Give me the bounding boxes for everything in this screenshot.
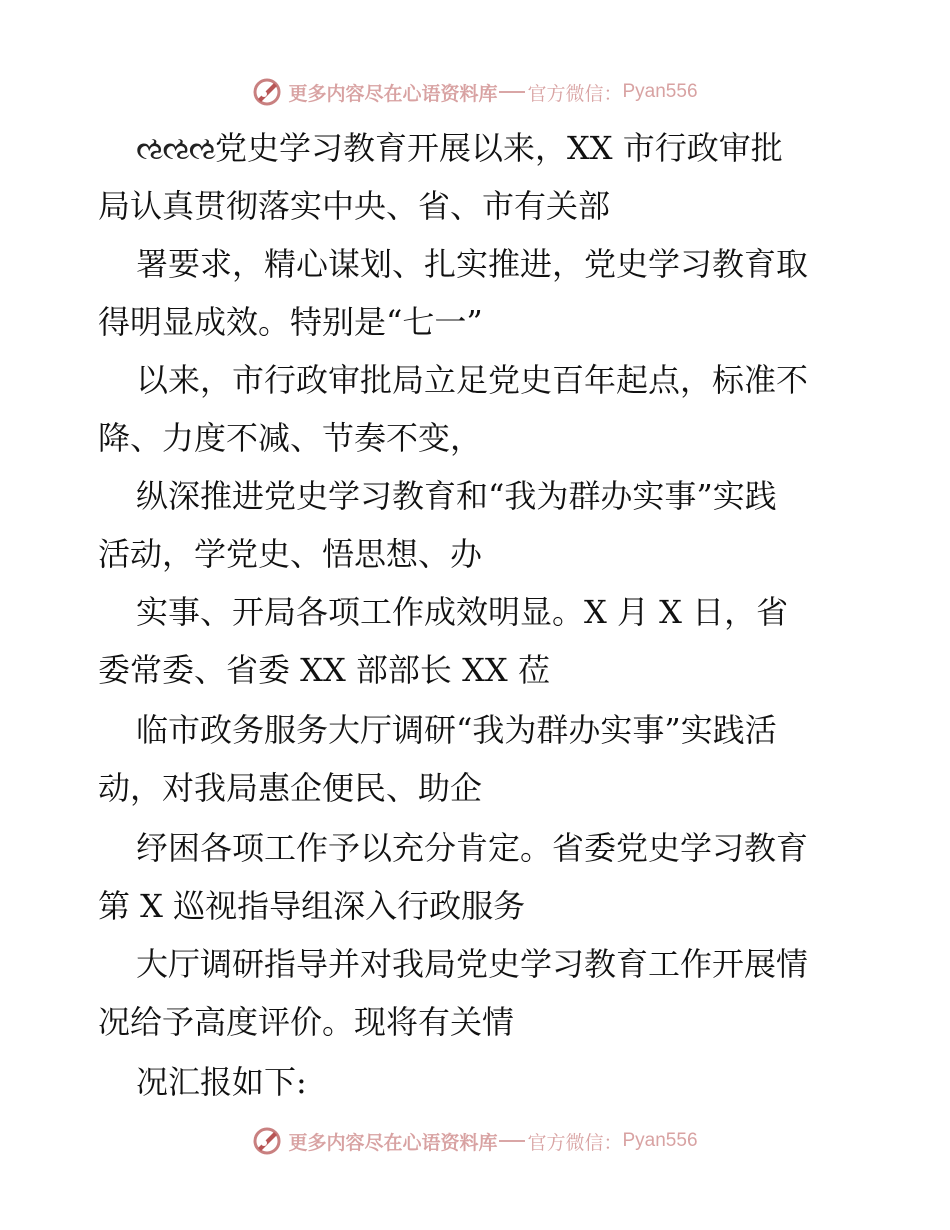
paragraph-line: 委常委、省委 XX 部部长 XX 莅 [98, 651, 550, 689]
watermark-text: 更多内容尽在心语资料库 [288, 82, 498, 105]
paragraph-line: 况给予高度评价。现将有关情 [98, 1003, 515, 1041]
watermark-wechat-label: 官方微信： [527, 82, 623, 105]
watermark-header [0, 72, 950, 112]
paragraph-line: 活动，学党史、悟思想、办 [98, 535, 483, 573]
watermark-dash [499, 1140, 525, 1142]
paragraph-line: 署要求，精心谋划、扎实推进，党史学习教育取 [136, 245, 809, 283]
paragraph-line: 临市政务服务大厅调研“我为群办实事”实践活 [136, 711, 777, 749]
paragraph-line: 实事、开局各项工作成效明显。X 月 X 日，省 [136, 593, 789, 631]
watermark-footer [0, 1121, 950, 1161]
watermark-wechat-id: Pyan556 [622, 81, 698, 102]
watermark-dash [499, 91, 525, 93]
paragraph-line: 以来，市行政审批局立足党史百年起点，标准不 [136, 361, 809, 399]
paragraph-line: 得明显成效。特别是“七一” [98, 303, 483, 341]
paragraph-line: 降、力度不减、节奏不变， [98, 419, 483, 457]
watermark-wechat-id: Pyan556 [622, 1130, 698, 1151]
line-text: 党史学习教育开展以来，XX 市行政审批 [214, 129, 783, 167]
pen-logo-icon [252, 1126, 282, 1156]
pen-logo-icon [252, 77, 282, 107]
paragraph-line: 第 X 巡视指导组深入行政服务 [98, 887, 526, 925]
watermark-wechat-label: 官方微信： [527, 1131, 623, 1154]
ornament-glyphs: ઌઌઌ [136, 129, 215, 167]
paragraph-line: 纵深推进党史学习教育和“我为群办实事”实践 [136, 477, 777, 515]
paragraph-line: 况汇报如下: [136, 1063, 307, 1101]
paragraph-line [136, 128, 783, 168]
paragraph-line: 纾困各项工作予以充分肯定。省委党史学习教育 [136, 829, 809, 867]
paragraph-line: 大厅调研指导并对我局党史学习教育工作开展情 [136, 945, 809, 983]
paragraph-line: 局认真贯彻落实中央、省、市有关部 [98, 187, 611, 225]
watermark-text: 更多内容尽在心语资料库 [288, 1131, 498, 1154]
paragraph-line: 动，对我局惠企便民、助企 [98, 769, 483, 807]
